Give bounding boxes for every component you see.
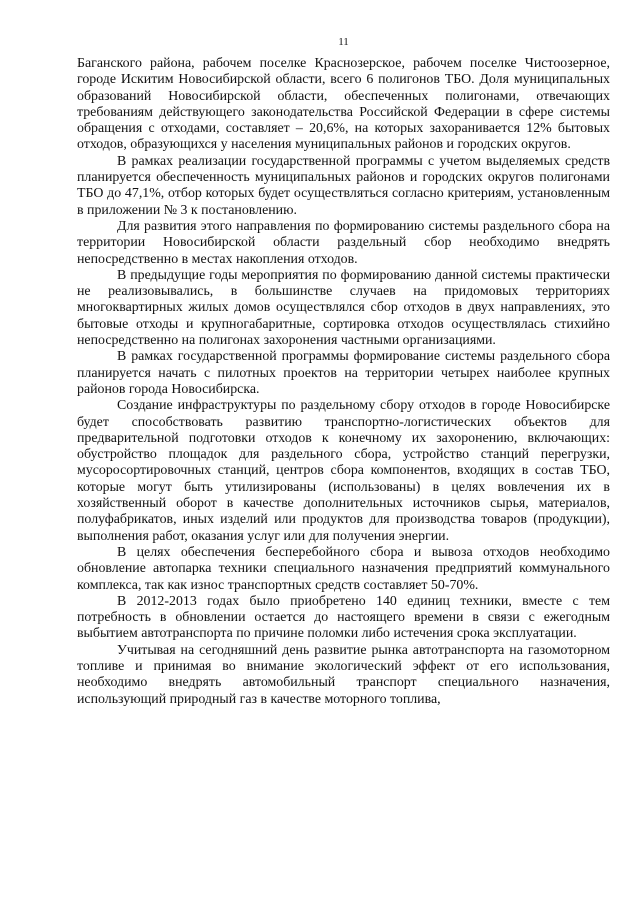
paragraph: В целях обеспечения бесперебойного сбора и вывоза отходов необходимо обновление автопарка техники специального назначения предприятий коммунального комплекса, так как износ транспортных средств составляет 50-70%.	[77, 544, 610, 593]
paragraph: Для развития этого направления по формированию системы раздельного сбора на территории Новосибирской области раздельный сбор необходимо внедрять непосредственно в местах накопления отходов.	[77, 218, 610, 267]
paragraph: В рамках реализации государственной программы с учетом выделяемых средств планируется обеспеченность муниципальных районов и городских округов полигонами ТБО до 47,1%, отбор которых будет осуществляться согласно критериям, установленным в приложении № 3 к постановлению.	[77, 153, 610, 218]
page-number: 11	[338, 36, 349, 48]
paragraph: Создание инфраструктуры по раздельному сбору отходов в городе Новосибирске будет способствовать развитию транспортно-логистических объектов для предварительной подготовки отходов к конечному их захоронению, включающих: обустройство площадок для раздельного сбора, устройство станций перегрузки, мусоросортировочных станций, центров сбора компонентов, входящих в состав ТБО, которые могут быть утилизированы (использованы) в целях вовлечения их в хозяйственный оборот в качестве дополнительных источников сырья, материалов, полуфабрикатов, иных изделий или продуктов для производства товаров (продукции), выполнения работ, оказания услуг или для получения энергии.	[77, 398, 610, 544]
paragraph: В рамках государственной программы формирование системы раздельного сбора планируется начать с пилотных проектов на территории четырех наиболее крупных районов города Новосибирска.	[77, 349, 610, 397]
paragraph: В 2012-2013 годах было приобретено 140 единиц техники, вместе с тем потребность в обновлении остается до настоящего времени в связи с ежегодным выбытием автотранспорта по причине поломки либо истечения срока эксплуатации.	[77, 593, 610, 642]
paragraph-continuation: Баганского района, рабочем поселке Краснозерское, рабочем поселке Чистоозерное, городе Искитим Новосибирской области, всего 6 полигонов ТБО. Доля муниципальных образований Новосибирской области, обеспеченных полигонами, отвечающих требованиям действующего законодательства Российской Федерации в сфере системы обращения с отходами, составляет – 20,6%, на которых захоранивается 12% бытовых отходов, образующихся у населения муниципальных районов и городских округов.	[77, 56, 610, 153]
paragraph: Учитывая на сегодняшний день развитие рынка автотранспорта на газомоторном топливе и принимая во внимание экологический эффект от его использования, необходимо внедрять автомобильный транспорт специального назначения, использующий природный газ в качестве моторного топлива,	[77, 642, 610, 707]
body-text	[77, 56, 610, 708]
paragraph: В предыдущие годы мероприятия по формированию данной системы практически не реализовывались, в большинстве случаев на придомовых территориях многоквартирных жилых домов осуществлялся сбор отходов в двух направлениях, это бытовые отходы и крупногабаритные, сортировка отходов осуществлялась стихийно непосредственно на полигонах захоронения частными организациями.	[77, 267, 610, 349]
